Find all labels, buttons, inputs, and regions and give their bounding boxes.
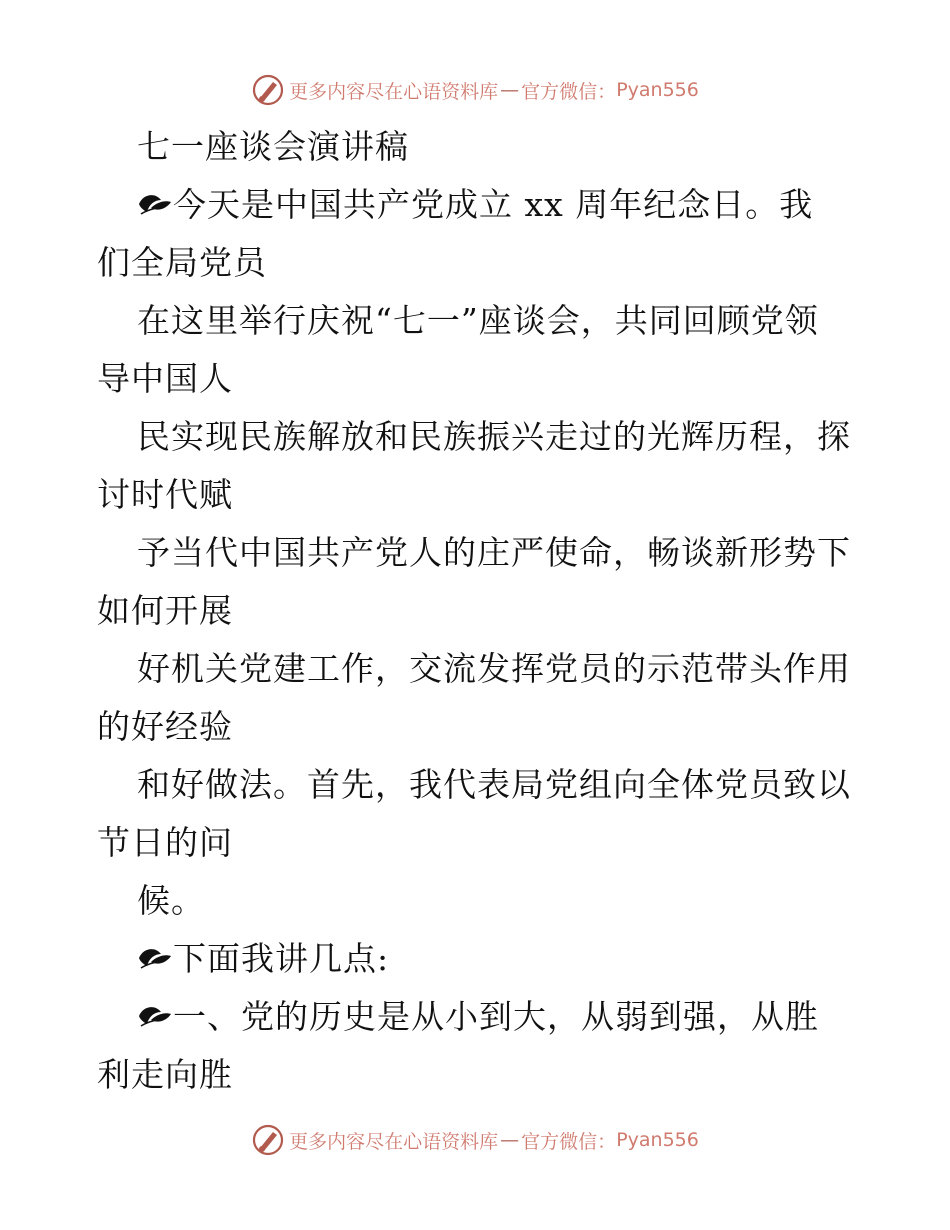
header-banner [0,70,950,110]
leaf-bullet-icon [137,1000,173,1030]
paragraph-line: 下面我讲几点: [97,930,857,988]
paragraph-line: 讨时代赋 [97,475,233,514]
paragraph-line: 如何开展 [97,591,233,630]
banner-separator: — [500,79,520,101]
paragraph-line: 候。 [137,881,205,920]
banner-separator: — [500,1129,520,1151]
paragraph-line: 民实现民族解放和民族振兴走过的光辉历程，探 [137,417,851,456]
footer-banner [0,1120,950,1160]
pen-logo-icon [251,73,285,107]
banner-wechat-label: 官方微信： [521,1130,617,1153]
paragraph-line: 在这里举行庆祝“七一”座谈会，共同回顾党领 [137,301,819,340]
paragraph-line: 一、党的历史是从小到大，从弱到强，从胜 [97,988,857,1046]
banner-main-text: 更多内容尽在心语资料库 [289,1130,499,1153]
paragraph-line: 和好做法。首先，我代表局党组向全体党员致以 [137,765,851,804]
paragraph-line: 利走向胜 [97,1055,233,1094]
banner-main-text: 更多内容尽在心语资料库 [289,80,499,103]
banner-wechat-label: 官方微信： [521,80,617,103]
banner-wechat-id: Pyan556 [616,1129,699,1151]
paragraph-line: 好机关党建工作，交流发挥党员的示范带头作用 [137,649,851,688]
paragraph-line: 予当代中国共产党人的庄严使命，畅谈新形势下 [137,533,851,572]
document-body [97,118,857,1104]
leaf-bullet-icon [137,188,173,218]
banner-wechat-id: Pyan556 [616,79,699,101]
document-title: 七一座谈会演讲稿 [137,127,409,166]
paragraph-line: 今天是中国共产党成立 xx 周年纪念日。我 [97,176,857,234]
paragraph-line: 节日的问 [97,823,233,862]
paragraph-line: 导中国人 [97,359,233,398]
leaf-bullet-icon [137,942,173,972]
paragraph-line: 们全局党员 [97,243,267,282]
pen-logo-icon [251,1123,285,1157]
paragraph-line: 的好经验 [97,707,233,746]
